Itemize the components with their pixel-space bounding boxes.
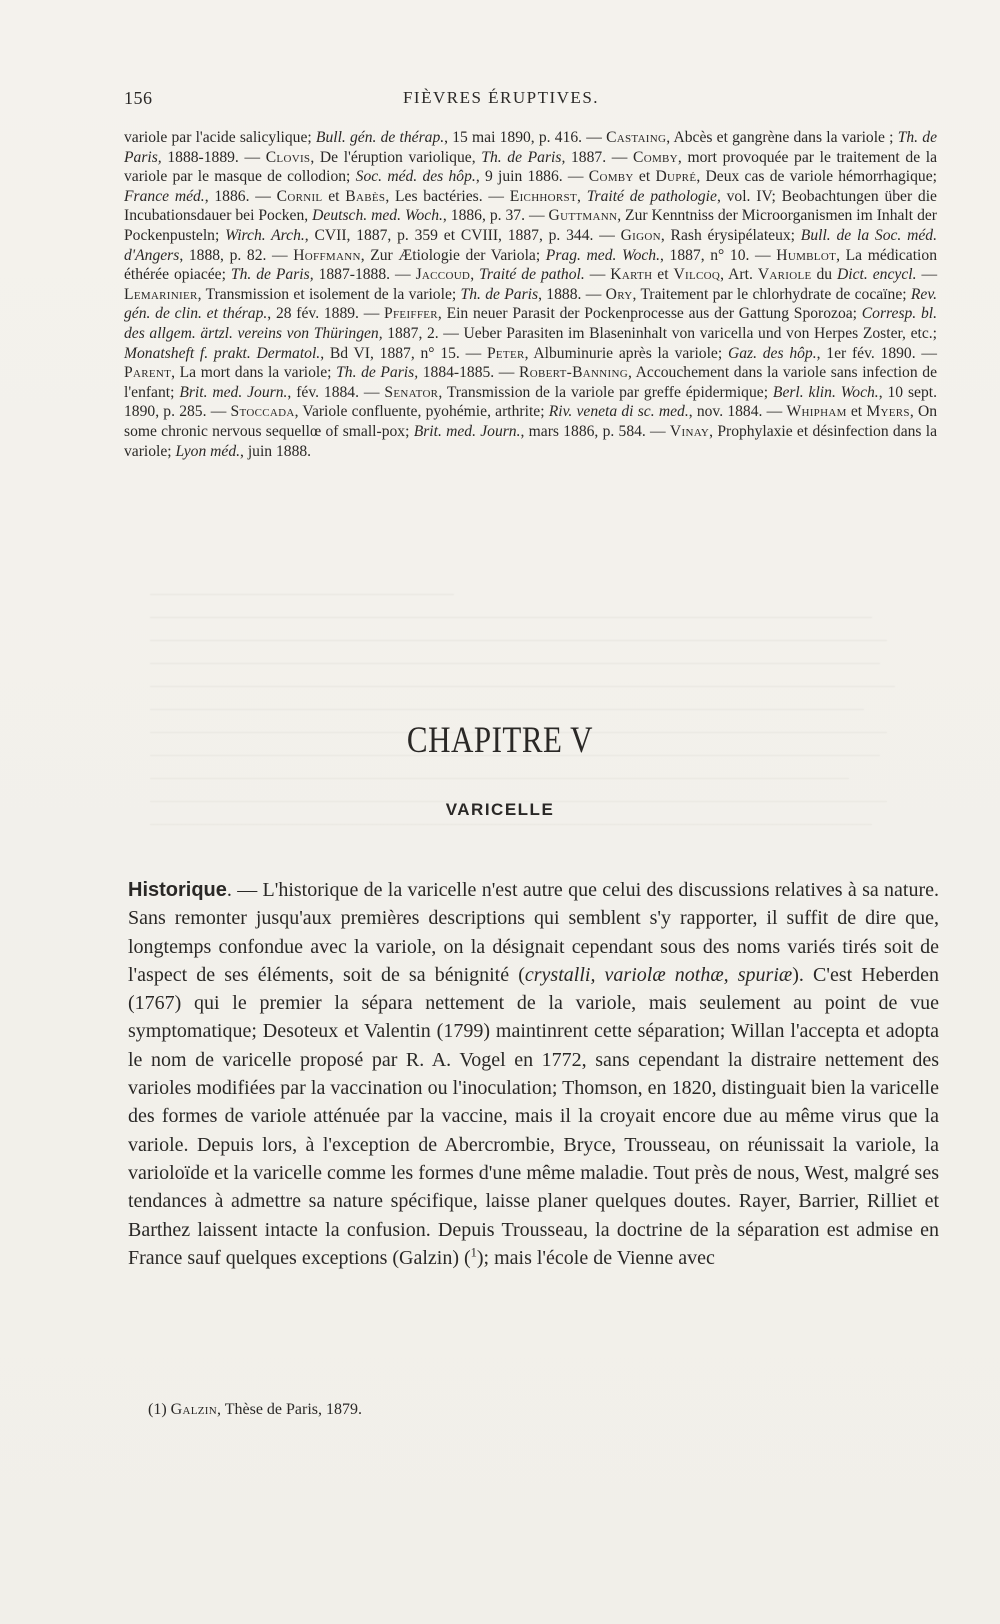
bibliography-run: Dupré — [655, 168, 697, 186]
bibliography-run: , — [577, 187, 587, 205]
bibliography-run: , Les bactéries. — — [385, 187, 510, 205]
bibliography-run: , mars 1886, p. 584. — — [520, 422, 670, 440]
bibliography-run: , Bd VI, 1887, n° 15. — — [320, 344, 487, 362]
bibliography-run: 1887-1888. — — [313, 266, 416, 284]
bibliography-run: Bull. gén. de thérap. — [315, 129, 445, 146]
bibliography-run: Wirch. Arch. — [225, 226, 305, 244]
bibliography-run: Stoccada — [230, 403, 295, 421]
bibliography-run: Robert-Banning — [519, 364, 628, 382]
bibliography-run: , CVII, 1887, p. 359 et CVIII, 1887, p. 344. — — [304, 226, 621, 244]
bibliography-block — [124, 128, 937, 461]
bibliography-run: Rev. gén. de clin. et thérap. — [124, 285, 938, 323]
bibliography-run: Deutsch. med. Woch. — [312, 207, 443, 225]
bibliography-run: , nov. 1884. — — [688, 403, 787, 421]
bibliography-run: Corresp. bl. des allgem. ärtzl. vereins von Thüringen, — [124, 305, 937, 342]
bibliography-run: Bull. de la Soc. méd. d'Angers — [124, 226, 937, 264]
bibliography-run: , De l'éruption variolique, — [310, 148, 482, 166]
bibliography-run: du — [811, 266, 838, 284]
bibliography-run: , La mort dans la variole; — [171, 364, 337, 382]
section-title: VARICELLE — [445, 800, 555, 819]
bibliography-run: France méd. — [124, 187, 205, 205]
bibliography-run: et — [322, 187, 346, 205]
page-header — [124, 88, 878, 118]
bibliography-run: Dict. encycl. — [837, 266, 917, 284]
bibliography-run: 1887. — — [565, 148, 634, 166]
bibliography-run: , 1888. — — [538, 285, 606, 303]
bibliography-run: , 1886, p. 37. — — [442, 207, 549, 225]
bibliography-run: Vilcoq — [673, 266, 721, 284]
bibliography-run: , mort provoquée par le traitement de la variole par le masque de collodion; — [124, 148, 938, 186]
chapter-title: CHAPITRE V — [406, 718, 594, 761]
bibliography-run: 1887, 2. — Ueber Parasiten im Blaseninhalt von varicella und von Herpes Zoster, etc.; — [382, 324, 937, 342]
bibliography-run: Cornil — [276, 187, 323, 205]
bibliography-run: , La médication éthérée opiacée; — [124, 246, 937, 284]
bibliography-run: , Zur Kenntniss der Microorganismen im Inhalt der Pockenpusteln; — [124, 207, 937, 244]
bibliography-run: , 1er fév. 1890. — — [816, 344, 937, 362]
bibliography-run: et — [846, 403, 867, 421]
bibliography-run: — — [916, 266, 938, 284]
bibliography-run: Th. de Paris, — [230, 266, 314, 284]
bibliography-run: 1884-1885. — — [418, 364, 520, 382]
bibliography-run: Th. de Paris, — [336, 364, 419, 382]
bibliography-run: Peter — [486, 344, 525, 362]
bibliography-run: Gaz. des hôp. — [727, 344, 817, 362]
bibliography-run: Castaing — [606, 129, 667, 146]
bibliography-run: Brit. med. Journ. — [179, 383, 288, 401]
bibliography-run: Eichhorst — [509, 187, 577, 205]
bibliography-run: Pfeiffer — [384, 305, 438, 323]
bibliography-run: Hoffmann — [293, 246, 361, 264]
bibliography-run: Myers — [866, 403, 910, 421]
bibliography-run: Comby — [588, 168, 634, 186]
bibliography-run: Clovis — [265, 148, 311, 166]
bibliography-run: Gigon — [620, 226, 661, 244]
bibliography-run: , 10 sept. 1890, p. 285. — — [124, 383, 937, 421]
bibliography-run: , Traitement par le chlorhydrate de cocaïne; — [632, 285, 911, 303]
bibliography-run: Babès — [345, 187, 386, 205]
body-run: 1 — [470, 1245, 477, 1260]
bleed-through-texture — [150, 560, 910, 825]
footnote-run: Galzin — [170, 1401, 218, 1418]
running-head: FIÈVRES ÉRUPTIVES. — [402, 88, 600, 107]
bibliography-run: Comby — [633, 148, 678, 166]
footnote-text — [148, 1401, 362, 1418]
bibliography-run: , vol. IV; Beobachtungen über die Incubationsdauer bei Pocken, — [124, 187, 937, 225]
bibliography-run: , Accouchement dans la variole sans infection de l'enfant; — [124, 364, 937, 401]
bibliography-run: Variole — [757, 266, 812, 284]
bibliography-run: , Transmission de la variole par greffe épidermique; — [438, 383, 773, 401]
bibliography-run: , On some chronic nervous sequellœ of small-pox; — [124, 403, 937, 440]
body-paragraph — [128, 876, 939, 1272]
bibliography-run: Prag. med. Woch. — [545, 246, 660, 264]
bibliography-run: , Transmission et isolement de la variole; — [197, 285, 461, 303]
bibliography-run: , Ein neuer Parasit der Pockenprocesse aus der Gattung Sporozoa; — [437, 305, 862, 323]
bibliography-run: Jaccoud — [415, 266, 471, 284]
bibliography-run: , 1886. — — [204, 187, 277, 205]
bibliography-run: , 15 mai 1890, p. 416. — — [444, 129, 607, 146]
bibliography-run: Soc. méd. des hôp. — [355, 168, 476, 186]
bibliography-run: Parent — [124, 364, 172, 382]
bibliography-text — [124, 129, 937, 460]
bibliography-run: , 28 fév. 1889. — — [267, 305, 385, 323]
bibliography-run: , Variole confluente, pyohémie, arthrite; — [294, 403, 549, 421]
bibliography-run: , — [470, 266, 480, 284]
bibliography-run: Lyon méd. — [175, 442, 241, 460]
bibliography-run: Traité de pathol. — [479, 266, 585, 284]
bibliography-run: 1888-1889. — — [161, 148, 266, 166]
bibliography-run: , Zur Ætiologie der Variola; — [360, 246, 546, 264]
bibliography-run: Guttmann — [548, 207, 618, 225]
bibliography-run: , Deux cas de variole hémorrhagique; — [696, 168, 937, 186]
bibliography-run: , Albuminurie après la variole; — [524, 344, 728, 362]
bibliography-run: Monatsheft f. prakt. Dermatol. — [124, 344, 321, 362]
bibliography-run: Berl. klin. Woch. — [772, 383, 879, 401]
bibliography-run: Karth — [610, 266, 653, 284]
bibliography-run: , 1887, n° 10. — — [660, 246, 777, 264]
body-text — [128, 879, 939, 1269]
bibliography-run: — — [584, 266, 611, 284]
page-number: 156 — [124, 88, 153, 108]
footnote-run: , Thèse de Paris, 1879. — [217, 1401, 363, 1418]
footnote-run: (1) — [148, 1401, 171, 1418]
bibliography-run: , Abcès et gangrène dans la variole ; — [666, 129, 898, 146]
footnote — [148, 1400, 928, 1420]
bibliography-run: Senator — [384, 383, 439, 401]
bibliography-run: Whipham — [786, 403, 847, 421]
bibliography-run: Th. de Paris, — [124, 129, 937, 166]
bibliography-run: , fév. 1884. — — [287, 383, 385, 401]
body-run: ). C'est Heberden (1767) qui le premier la sépara nettement de la variole, mais seulement au point de vue symptomatique; Desoteux et Valentin (1799) maintinrent cette séparation; Willan l'accepta et adopta le nom de varicelle proposé par R. A. Vogel en 1772, sans cependant la distraire nettement des varioles modifiées par la vaccination ou l'inoculation; Thomson, en 1820, distinguait bien la varicelle des formes de variole atténuée par la vaccine, mais il la croyait encore due au même virus que la variole. Depuis lors, à l'exception de Abercrombie, Bryce, Trousseau, on réunissait la variole, la varioloïde et la varicelle comme les formes d'une même maladie. Tout près de nous, West, malgré ses tendances à admettre sa nature spécifique, laisse planer quelques doutes. Rayer, Barrier, Rilliet et Barthez laissent intacte la confusion. Depuis Trousseau, la doctrine de la séparation est admise en France sauf quelques exceptions (Galzin) ( — [128, 963, 939, 1269]
bibliography-run: Traité de pathologie — [586, 187, 717, 205]
bibliography-run: Th. de Paris, — [481, 148, 566, 166]
bibliography-run: Ory — [605, 285, 633, 303]
bibliography-run: et — [652, 266, 674, 284]
bibliography-run: , 9 juin 1886. — — [475, 168, 589, 186]
bibliography-run: , Art. — [720, 266, 758, 284]
bibliography-run: Th. de Paris — [460, 285, 539, 303]
run-in-heading: Historique — [128, 879, 227, 901]
bibliography-run: , 1888, p. 82. — — [179, 246, 294, 264]
body-run: crystalli, variolæ nothæ, spuriæ — [524, 963, 793, 986]
bibliography-run: et — [633, 168, 656, 186]
bibliography-run: Riv. veneta di sc. med. — [548, 403, 689, 421]
bibliography-run: Lemarinier — [124, 285, 198, 303]
bibliography-run: variole par l'acide salicylique; — [124, 129, 316, 146]
bibliography-run: , Rash érysipélateux; — [660, 226, 801, 244]
body-run: ); mais l'école de Vienne avec — [476, 1246, 715, 1269]
bibliography-run: Vinay — [669, 422, 710, 440]
bibliography-run: Brit. med. Journ. — [413, 422, 521, 440]
bibliography-run: , juin 1888. — [240, 442, 312, 460]
bibliography-run: Humblot — [776, 246, 837, 264]
body-run: . — L'historique de la varicelle n'est autre que celui des discussions relatives à sa nature. Sans remonter jusqu'aux premières descriptions qui semblent s'y rapporter, il suffit de dire que, longtemps confondue avec la variole, on la désignait cependant sous des noms variés tirés soit de l'aspect de ses éléments, soit de sa bénignité ( — [128, 879, 939, 986]
bibliography-run: , Prophylaxie et désinfection dans la variole; — [124, 422, 937, 460]
